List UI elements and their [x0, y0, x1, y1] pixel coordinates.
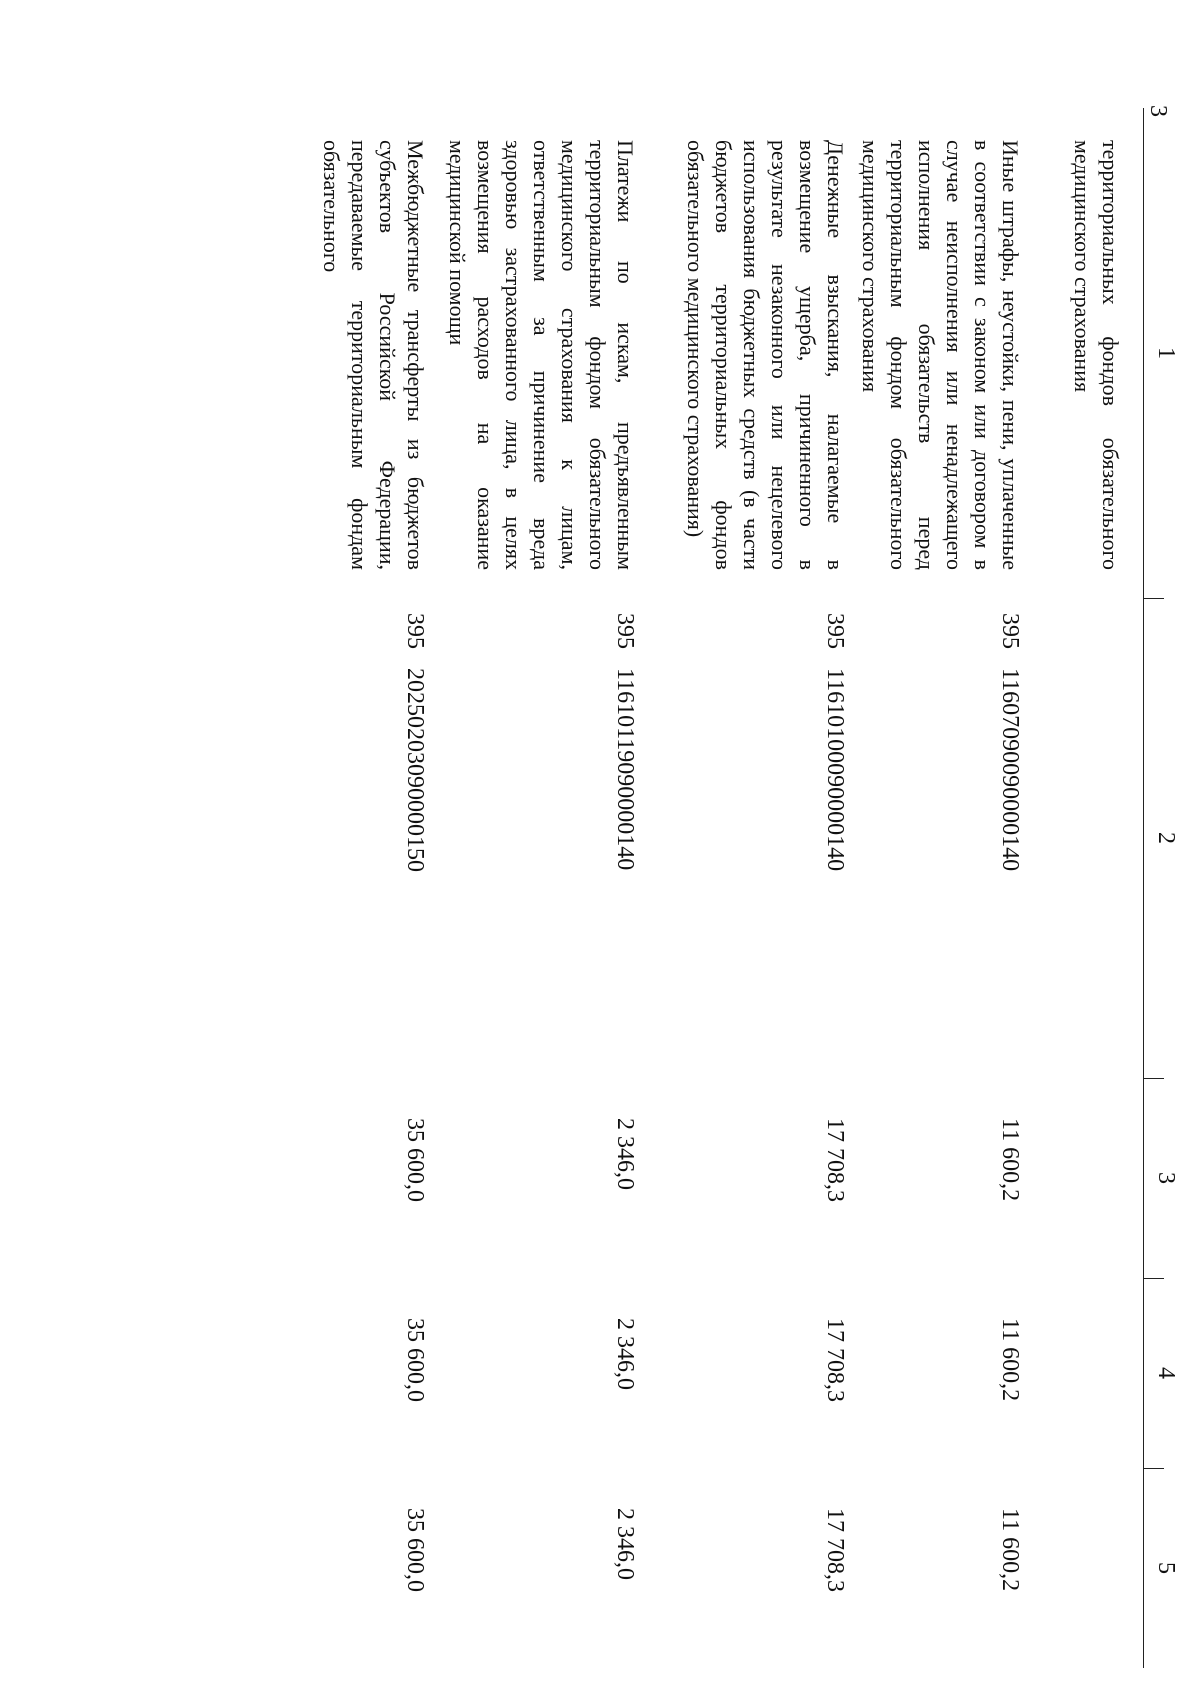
row-budget-code: 11610100090000140: [822, 668, 848, 872]
row-name: Денежные взыскания, налагаемые в возмещение ущерба, причиненного в результате незаконного или нецелевого использования бюджетных средств (в части бюджетов территориальных фондов обязательного медицинского страхования): [683, 140, 848, 570]
rotated-table: [148, 108, 1188, 1668]
row-value-col4: 35 600,0: [402, 1318, 428, 1402]
header-col-1: 1: [1153, 347, 1179, 359]
header-col-4: 4: [1153, 1367, 1179, 1379]
row-value-col4: 17 708,3: [822, 1318, 848, 1402]
row-value-col3: 35 600,0: [402, 1118, 428, 1202]
header-col-3: 3: [1153, 1172, 1179, 1184]
row-value-col4: 2 346,0: [612, 1318, 638, 1390]
row-value-col5: 35 600,0: [402, 1508, 428, 1592]
row-admin-code: 395: [997, 613, 1023, 649]
row-name: территориальных фондов обязательного медицинского страхования: [1070, 140, 1123, 570]
page-number: 3: [1145, 105, 1171, 117]
table-header: [1143, 108, 1188, 1668]
row-name: Иные штрафы, неустойки, пени, уплаченные в соответствии с законом или договором в случае неисполнения или ненадлежащего исполнения обязательств перед территориальным фондом обязательного медицинского страхования: [858, 140, 1023, 570]
row-admin-code: 395: [612, 613, 638, 649]
row-value-col5: 11 600,2: [997, 1508, 1023, 1592]
row-value-col3: 17 708,3: [822, 1118, 848, 1202]
row-admin-code: 395: [402, 613, 428, 649]
row-value-col5: 2 346,0: [612, 1508, 638, 1580]
row-admin-code: 395: [822, 613, 848, 649]
row-name: Платежи по искам, предъявленным территориальным фондом обязательного медицинского страхования к лицам, ответственным за причинение вреда здоровью застрахованного лица, в целях возмещения расходов на оказание медицинской помощи: [445, 140, 638, 570]
row-name: Межбюджетные трансферты из бюджетов субъектов Российской Федерации, передаваемые территориальным фондам обязательного: [319, 140, 428, 570]
row-value-col5: 17 708,3: [822, 1508, 848, 1592]
header-col-5: 5: [1153, 1562, 1179, 1574]
row-value-col3: 2 346,0: [612, 1118, 638, 1190]
row-budget-code: 11607090090000140: [997, 668, 1023, 872]
row-value-col4: 11 600,2: [997, 1318, 1023, 1402]
row-budget-code: 20250203090000150: [402, 668, 428, 872]
row-value-col3: 11 600,2: [997, 1118, 1023, 1202]
row-budget-code: 11610119090000140: [612, 668, 638, 871]
header-col-2: 2: [1153, 832, 1179, 844]
